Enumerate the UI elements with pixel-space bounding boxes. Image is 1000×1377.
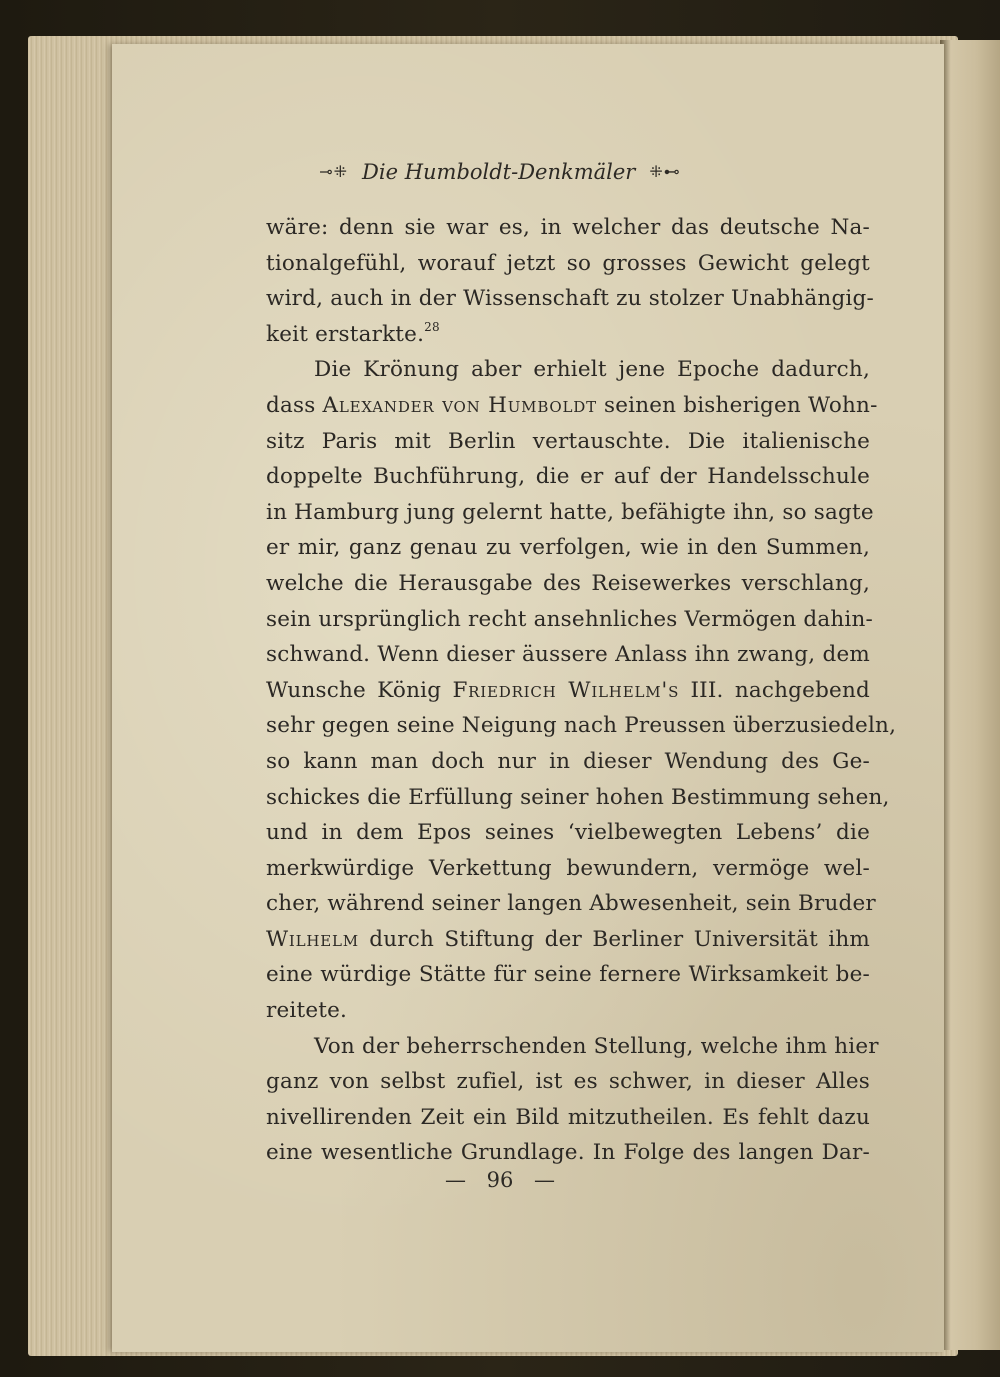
text-fragment: durch Stiftung der Berliner Universität ihm <box>369 926 870 952</box>
text-line: tionalgefühl, worauf jetzt so grosses Gewicht gelegt <box>266 250 870 276</box>
text-line <box>266 922 870 958</box>
text-line: Von der beherrschenden Stellung, welche ihm hier <box>314 1033 879 1059</box>
text-line: so kann man doch nur in dieser Wendung des Ge- <box>266 748 870 774</box>
body-text <box>266 210 897 1171</box>
text-line <box>266 317 870 353</box>
text-line: in Hamburg jung gelernt hatte, befähigte ihn, so sagte <box>266 499 874 525</box>
text-line: sein ursprünglich recht ansehnliches Vermögen dahin- <box>266 606 874 632</box>
ornament-right-icon: ⁜⊷ <box>649 162 681 181</box>
text-line: er mir, ganz genau zu verfolgen, wie in den Summen, <box>266 535 870 561</box>
folio-dash-right: — <box>534 1168 556 1192</box>
text-line <box>266 673 870 709</box>
page-number-line <box>0 1168 1000 1192</box>
text-line: ganz von selbst zufiel, ist es schwer, in dieser Alles <box>266 1069 870 1095</box>
text-line: merkwürdige Verkettung bewundern, vermöge wel- <box>266 855 870 881</box>
text-line: wäre: denn sie war es, in welcher das deutsche Na- <box>266 215 870 240</box>
text-line: Die Krönung aber erhielt jene Epoche dadurch, <box>314 357 870 383</box>
text-line: schickes die Erfüllung seiner hohen Bestimmung sehen, <box>266 784 890 810</box>
text-line: und in dem Epos seines ‘vielbewegten Lebens’ die <box>266 820 870 846</box>
text-line: eine würdige Stätte für seine fernere Wirksamkeit be- <box>266 962 870 988</box>
ornament-left-icon: ⊸⁜ <box>319 162 349 181</box>
text-line: schwand. Wenn dieser äussere Anlass ihn zwang, dem <box>266 642 870 668</box>
page-number: 96 <box>486 1168 514 1192</box>
text-fragment: keit erstarkte. <box>266 321 425 347</box>
text-fragment: dass <box>266 392 316 418</box>
text-line: doppelte Buchführung, die er auf der Handelsschule <box>266 464 870 490</box>
text-fragment: seinen bisherigen Wohn- <box>603 392 878 418</box>
text-line: reitete. <box>266 998 348 1024</box>
running-header <box>0 160 1000 184</box>
running-title: Die Humboldt-Denkmäler <box>362 160 636 184</box>
folio-dash-left: — <box>444 1168 466 1192</box>
text-line <box>266 388 878 424</box>
text-fragment: Wunsche König <box>266 677 442 703</box>
facing-page-edge <box>940 40 1000 1350</box>
text-fragment: III. nachgebend <box>690 677 870 703</box>
person-name: Friedrich Wilhelm's <box>452 677 680 703</box>
text-line: wird, auch in der Wissenschaft zu stolzer Unabhängig- <box>266 286 874 312</box>
footnote-reference: 28 <box>424 319 440 334</box>
text-line: sitz Paris mit Berlin vertauschte. Die italienische <box>266 428 870 454</box>
text-line: welche die Herausgabe des Reisewerkes verschlang, <box>266 570 870 596</box>
text-line: nivellirenden Zeit ein Bild mitzutheilen. Es fehlt dazu <box>266 1104 870 1130</box>
person-name: Wilhelm <box>266 926 359 952</box>
text-line: sehr gegen seine Neigung nach Preussen überzusiedeln, <box>266 713 897 739</box>
person-name: Alexander von Humboldt <box>322 392 597 418</box>
text-line: eine wesentliche Grundlage. In Folge des langen Dar- <box>266 1140 870 1166</box>
text-line: cher, während seiner langen Abwesenheit, sein Bruder <box>266 891 876 917</box>
